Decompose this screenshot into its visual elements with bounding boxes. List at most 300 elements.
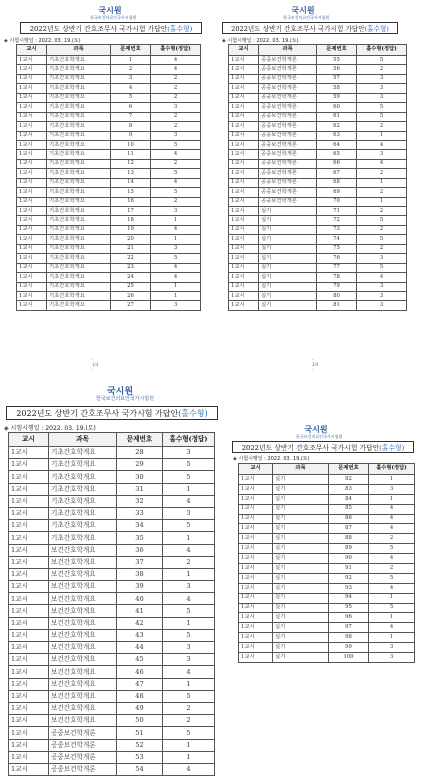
cell-question-number: 33: [117, 507, 163, 519]
cell-session: 1교시: [229, 291, 259, 300]
cell-session: 1교시: [239, 633, 273, 643]
org-name: 한국보건의료인국가시험원: [296, 434, 343, 439]
cell-subject: 공중보건학개론: [259, 197, 317, 206]
cell-session: 1교시: [9, 605, 49, 617]
cell-question-number: 66: [317, 159, 357, 168]
cell-answer: 5: [369, 573, 415, 583]
cell-question-number: 98: [329, 633, 369, 643]
cell-answer: 2: [357, 225, 407, 234]
table-row: [239, 633, 415, 643]
cell-session: 1교시: [17, 301, 47, 310]
cell-answer: 5: [163, 605, 215, 617]
cell-question-number: 80: [317, 291, 357, 300]
cell-question-number: 86: [329, 514, 369, 524]
cell-answer: 1: [163, 678, 215, 690]
cell-session: 1교시: [239, 504, 273, 514]
cell-answer: 1: [151, 235, 201, 244]
cell-question-number: 52: [117, 739, 163, 751]
table-row: [9, 532, 215, 544]
table-row: [9, 495, 215, 507]
table-row: [9, 763, 215, 775]
cell-question-number: 100: [329, 653, 369, 663]
cell-session: 1교시: [9, 532, 49, 544]
cell-subject: 공중보건학개론: [259, 159, 317, 168]
cell-answer: 3: [357, 291, 407, 300]
table-row: [17, 178, 201, 187]
cell-question-number: 69: [317, 188, 357, 197]
cell-question-number: 49: [117, 702, 163, 714]
table-row: [9, 568, 215, 580]
cell-subject: 공중보건학개론: [49, 763, 117, 775]
cell-subject: 실기: [273, 524, 329, 534]
table-row: [239, 573, 415, 583]
cell-answer: 4: [357, 140, 407, 149]
cell-session: 1교시: [239, 643, 273, 653]
cell-question-number: 90: [329, 554, 369, 564]
cell-answer: 4: [163, 495, 215, 507]
cell-answer: 2: [151, 197, 201, 206]
cell-session: 1교시: [239, 534, 273, 544]
cell-session: 1교시: [9, 690, 49, 702]
cell-session: 1교시: [229, 150, 259, 159]
cell-subject: 기초간호학개요: [47, 263, 111, 272]
cell-session: 1교시: [17, 291, 47, 300]
table-row: [17, 188, 201, 197]
cell-subject: 실기: [259, 301, 317, 310]
cell-session: 1교시: [17, 178, 47, 187]
table-row: [229, 216, 407, 225]
cell-session: 1교시: [9, 593, 49, 605]
table-row: [239, 603, 415, 613]
cell-question-number: 9: [111, 131, 151, 140]
cell-subject: 실기: [259, 225, 317, 234]
cell-session: 1교시: [17, 225, 47, 234]
cell-question-number: 97: [329, 623, 369, 633]
cell-session: 1교시: [9, 447, 49, 459]
table-row: [229, 84, 407, 93]
col-header: 문제번호: [117, 433, 163, 447]
table-row: [229, 74, 407, 83]
cell-question-number: 15: [111, 188, 151, 197]
cell-answer: 5: [151, 188, 201, 197]
cell-answer: 1: [163, 568, 215, 580]
cell-answer: 2: [357, 65, 407, 74]
cell-subject: 기초간호학개요: [49, 447, 117, 459]
cell-session: 1교시: [229, 197, 259, 206]
cell-session: 1교시: [9, 495, 49, 507]
cell-subject: 실기: [273, 484, 329, 494]
title-highlight: (홀수형): [178, 408, 208, 418]
cell-session: 1교시: [239, 613, 273, 623]
table-row: [229, 207, 407, 216]
table-row: [229, 235, 407, 244]
cell-session: 1교시: [229, 188, 259, 197]
cell-answer: 5: [163, 459, 215, 471]
cell-question-number: 61: [317, 112, 357, 121]
cell-answer: 4: [369, 583, 415, 593]
cell-subject: 실기: [273, 603, 329, 613]
table-row: [17, 273, 201, 282]
cell-question-number: 72: [317, 216, 357, 225]
cell-answer: 1: [369, 494, 415, 504]
cell-question-number: 24: [111, 273, 151, 282]
cell-subject: 실기: [259, 291, 317, 300]
cell-subject: 기초간호학개요: [47, 216, 111, 225]
institute-logo: [96, 387, 154, 402]
cell-subject: 기초간호학개요: [49, 495, 117, 507]
col-header: 문제번호: [329, 464, 369, 475]
cell-subject: 기초간호학개요: [47, 282, 111, 291]
cell-question-number: 12: [111, 159, 151, 168]
title-text: 2022년도 상반기 간호조무사 국가시험 가답안: [29, 25, 168, 33]
cell-question-number: 26: [111, 291, 151, 300]
cell-subject: 공중보건학개론: [259, 131, 317, 140]
col-header: 교시: [9, 433, 49, 447]
table-row: [9, 654, 215, 666]
table-row: [17, 122, 201, 131]
table-row: [239, 643, 415, 653]
cell-question-number: 95: [329, 603, 369, 613]
cell-subject: 기초간호학개요: [47, 150, 111, 159]
cell-answer: 2: [163, 715, 215, 727]
cell-session: 1교시: [229, 93, 259, 102]
table-row: [17, 169, 201, 178]
table-row: [9, 556, 215, 568]
table-row: [9, 715, 215, 727]
cell-answer: 4: [151, 150, 201, 159]
cell-subject: 실기: [273, 643, 329, 653]
title-highlight: (홀수형): [379, 444, 405, 452]
cell-session: 1교시: [9, 727, 49, 739]
cell-answer: 2: [357, 169, 407, 178]
cell-session: 1교시: [229, 103, 259, 112]
cell-subject: 공중보건학개론: [259, 178, 317, 187]
cell-session: 1교시: [239, 623, 273, 633]
cell-subject: 기초간호학개요: [49, 483, 117, 495]
cell-answer: 2: [151, 74, 201, 83]
cell-answer: 1: [369, 475, 415, 485]
table-row: [229, 169, 407, 178]
cell-answer: 5: [357, 103, 407, 112]
cell-session: 1교시: [17, 244, 47, 253]
cell-question-number: 18: [111, 216, 151, 225]
cell-answer: 1: [357, 178, 407, 187]
cell-question-number: 99: [329, 643, 369, 653]
cell-question-number: 93: [329, 583, 369, 593]
cell-session: 1교시: [17, 169, 47, 178]
table-row: [9, 507, 215, 519]
cell-session: 1교시: [229, 254, 259, 263]
cell-session: 1교시: [17, 273, 47, 282]
cell-question-number: 32: [117, 495, 163, 507]
cell-answer: 5: [163, 727, 215, 739]
cell-answer: 3: [357, 282, 407, 291]
cell-session: 1교시: [9, 617, 49, 629]
table-row: [17, 254, 201, 263]
cell-session: 1교시: [9, 520, 49, 532]
exam-date: ◈ 시험시행일 : 2022. 03. 19.(토): [233, 456, 310, 462]
col-header: 과목: [47, 45, 111, 56]
cell-session: 1교시: [17, 216, 47, 225]
cell-answer: 4: [369, 554, 415, 564]
cell-answer: 3: [369, 653, 415, 663]
col-header: 홀수형(정답): [369, 464, 415, 475]
cell-subject: 공중보건학개론: [259, 93, 317, 102]
table-row: [239, 593, 415, 603]
cell-session: 1교시: [17, 131, 47, 140]
table-row: [229, 282, 407, 291]
cell-question-number: 50: [117, 715, 163, 727]
cell-session: 1교시: [229, 178, 259, 187]
cell-question-number: 82: [329, 475, 369, 485]
cell-answer: 4: [163, 593, 215, 605]
cell-answer: 3: [151, 103, 201, 112]
cell-session: 1교시: [17, 84, 47, 93]
cell-question-number: 36: [117, 544, 163, 556]
cell-question-number: 17: [111, 207, 151, 216]
title-highlight: (홀수형): [364, 25, 389, 33]
cell-answer: 5: [357, 56, 407, 65]
cell-question-number: 74: [317, 235, 357, 244]
cell-answer: 4: [151, 178, 201, 187]
cell-answer: 4: [357, 159, 407, 168]
table-row: [239, 534, 415, 544]
table-row: [17, 301, 201, 310]
cell-answer: 5: [163, 690, 215, 702]
cell-session: 1교시: [9, 751, 49, 763]
cell-question-number: 20: [111, 235, 151, 244]
cell-subject: 기초간호학개요: [47, 178, 111, 187]
cell-subject: 실기: [273, 623, 329, 633]
table-row: [17, 244, 201, 253]
col-header: 문제번호: [111, 45, 151, 56]
title-text: 2022년도 상반기 간호조무사 국가시험 가답안: [16, 408, 179, 418]
table-row: [229, 178, 407, 187]
col-header: 과목: [259, 45, 317, 56]
table-row: [9, 544, 215, 556]
cell-session: 1교시: [9, 544, 49, 556]
cell-question-number: 79: [317, 282, 357, 291]
cell-answer: 3: [357, 150, 407, 159]
table-row: [239, 623, 415, 633]
cell-session: 1교시: [229, 169, 259, 178]
cell-subject: 기초간호학개요: [47, 291, 111, 300]
cell-subject: 기초간호학개요: [49, 532, 117, 544]
cell-question-number: 14: [111, 178, 151, 187]
cell-question-number: 23: [111, 263, 151, 272]
cell-question-number: 64: [317, 140, 357, 149]
cell-answer: 4: [163, 666, 215, 678]
cell-session: 1교시: [239, 573, 273, 583]
cell-subject: 보건간호학개요: [49, 581, 117, 593]
page-title: [6, 406, 218, 420]
cell-question-number: 57: [317, 74, 357, 83]
logo-mark: 국시원: [304, 425, 328, 434]
cell-answer: 3: [163, 654, 215, 666]
table-row: [17, 112, 201, 121]
cell-session: 1교시: [17, 103, 47, 112]
cell-question-number: 67: [317, 169, 357, 178]
cell-answer: 5: [151, 169, 201, 178]
cell-answer: 3: [357, 254, 407, 263]
org-name: 한국보건의료인국가시험원: [96, 396, 154, 402]
cell-session: 1교시: [229, 282, 259, 291]
cell-subject: 실기: [273, 514, 329, 524]
cell-answer: 5: [163, 471, 215, 483]
cell-question-number: 28: [117, 447, 163, 459]
cell-question-number: 85: [329, 504, 369, 514]
cell-question-number: 6: [111, 103, 151, 112]
cell-answer: 4: [151, 263, 201, 272]
cell-session: 1교시: [17, 188, 47, 197]
cell-subject: 기초간호학개요: [47, 244, 111, 253]
cell-session: 1교시: [9, 715, 49, 727]
cell-answer: 5: [369, 603, 415, 613]
table-row: [17, 56, 201, 65]
cell-answer: 4: [151, 273, 201, 282]
table-row: [229, 93, 407, 102]
title-text: 2022년도 상반기 간호조무사 국가시험 가답안: [231, 25, 365, 33]
cell-session: 1교시: [239, 564, 273, 574]
cell-session: 1교시: [229, 131, 259, 140]
table-row: [239, 475, 415, 485]
cell-subject: 실기: [259, 216, 317, 225]
cell-subject: 기초간호학개요: [49, 471, 117, 483]
cell-answer: 1: [163, 617, 215, 629]
cell-question-number: 31: [117, 483, 163, 495]
cell-question-number: 39: [117, 581, 163, 593]
cell-question-number: 45: [117, 654, 163, 666]
cell-session: 1교시: [17, 197, 47, 206]
cell-question-number: 42: [117, 617, 163, 629]
cell-question-number: 77: [317, 263, 357, 272]
cell-session: 1교시: [239, 494, 273, 504]
col-header: 홀수형(정답): [163, 433, 215, 447]
table-row: [239, 554, 415, 564]
cell-subject: 보건간호학개요: [49, 593, 117, 605]
cell-subject: 보건간호학개요: [49, 690, 117, 702]
title-text: 2022년도 상반기 간호조무사 국가시험 가답안: [241, 444, 380, 452]
cell-answer: 4: [369, 524, 415, 534]
cell-subject: 실기: [273, 653, 329, 663]
cell-question-number: 76: [317, 254, 357, 263]
cell-question-number: 48: [117, 690, 163, 702]
cell-question-number: 43: [117, 629, 163, 641]
cell-session: 1교시: [9, 507, 49, 519]
cell-question-number: 7: [111, 112, 151, 121]
table-row: [229, 301, 407, 310]
cell-session: 1교시: [239, 475, 273, 485]
cell-session: 1교시: [17, 140, 47, 149]
cell-session: 1교시: [17, 93, 47, 102]
table-row: [17, 150, 201, 159]
cell-answer: 4: [369, 504, 415, 514]
table-row: [229, 112, 407, 121]
table-row: [9, 593, 215, 605]
cell-subject: 보건간호학개요: [49, 642, 117, 654]
cell-subject: 실기: [273, 573, 329, 583]
cell-session: 1교시: [17, 74, 47, 83]
cell-answer: 1: [151, 282, 201, 291]
cell-session: 1교시: [17, 254, 47, 263]
exam-date: ◈ 시험시행일 : 2022. 03. 19.(토): [4, 38, 81, 44]
cell-subject: 보건간호학개요: [49, 556, 117, 568]
cell-session: 1교시: [239, 653, 273, 663]
cell-answer: 5: [357, 216, 407, 225]
cell-answer: 5: [151, 140, 201, 149]
cell-question-number: 89: [329, 544, 369, 554]
cell-session: 1교시: [229, 140, 259, 149]
page-number: - 1/4 -: [92, 357, 99, 372]
cell-answer: 5: [369, 544, 415, 554]
cell-subject: 기초간호학개요: [47, 131, 111, 140]
table-row: [239, 613, 415, 623]
cell-question-number: 91: [329, 564, 369, 574]
cell-question-number: 19: [111, 225, 151, 234]
cell-question-number: 47: [117, 678, 163, 690]
cell-session: 1교시: [229, 273, 259, 282]
cell-answer: 1: [163, 751, 215, 763]
cell-session: 1교시: [229, 159, 259, 168]
table-row: [229, 197, 407, 206]
cell-question-number: 71: [317, 207, 357, 216]
cell-answer: 4: [357, 273, 407, 282]
cell-answer: 2: [151, 159, 201, 168]
table-row: [9, 581, 215, 593]
cell-session: 1교시: [229, 207, 259, 216]
cell-subject: 기초간호학개요: [47, 188, 111, 197]
cell-subject: 실기: [259, 254, 317, 263]
cell-session: 1교시: [239, 514, 273, 524]
cell-subject: 실기: [273, 494, 329, 504]
cell-session: 1교시: [229, 65, 259, 74]
cell-session: 1교시: [239, 484, 273, 494]
logo-mark: 국시원: [106, 387, 134, 397]
cell-subject: 기초간호학개요: [47, 273, 111, 282]
table-row: [229, 273, 407, 282]
cell-subject: 기초간호학개요: [47, 65, 111, 74]
cell-subject: 실기: [273, 593, 329, 603]
cell-session: 1교시: [229, 122, 259, 131]
cell-subject: 기초간호학개요: [47, 84, 111, 93]
cell-session: 1교시: [229, 74, 259, 83]
table-row: [17, 291, 201, 300]
exam-date: ◈ 시험시행일 : 2022. 03. 19.(토): [4, 425, 96, 432]
cell-answer: 5: [163, 520, 215, 532]
cell-session: 1교시: [17, 159, 47, 168]
cell-question-number: 1: [111, 56, 151, 65]
cell-session: 1교시: [17, 207, 47, 216]
cell-question-number: 73: [317, 225, 357, 234]
cell-question-number: 54: [117, 763, 163, 775]
cell-session: 1교시: [229, 225, 259, 234]
cell-subject: 기초간호학개요: [47, 235, 111, 244]
cell-subject: 기초간호학개요: [47, 122, 111, 131]
cell-answer: 5: [357, 235, 407, 244]
cell-subject: 실기: [273, 583, 329, 593]
cell-question-number: 27: [111, 301, 151, 310]
cell-subject: 보건간호학개요: [49, 629, 117, 641]
cell-answer: 1: [369, 593, 415, 603]
table-row: [9, 751, 215, 763]
page-title: [20, 22, 202, 34]
table-row: [229, 65, 407, 74]
cell-subject: 공중보건학개론: [259, 65, 317, 74]
cell-subject: 실기: [259, 282, 317, 291]
answer-table: [16, 44, 201, 311]
table-row: [9, 471, 215, 483]
cell-session: 1교시: [9, 763, 49, 775]
